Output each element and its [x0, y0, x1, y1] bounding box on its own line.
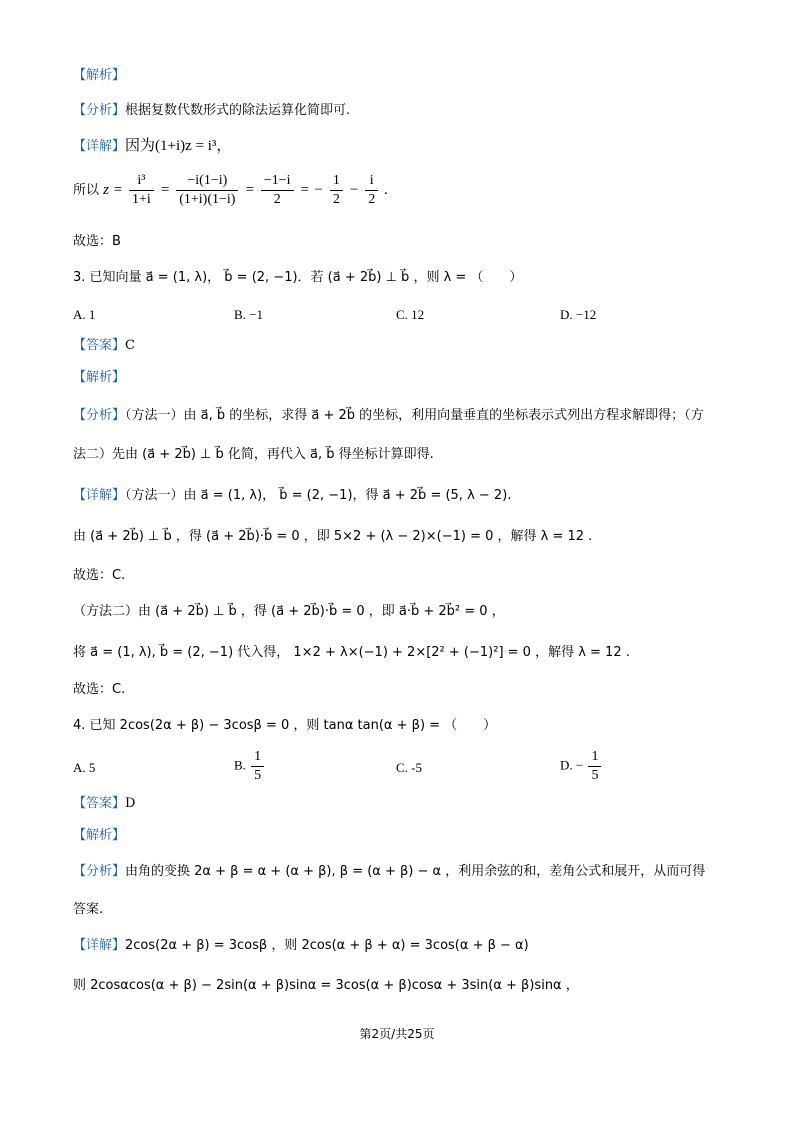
fraction: $\frac{1}{2}$ — [330, 172, 343, 209]
q3-choice2: 故选：C. — [73, 682, 126, 697]
fraction: $\frac{\text{i³}}{1+i}$ — [129, 172, 154, 209]
q3-answer-value: C — [125, 338, 135, 353]
q4-option-b: B. $\frac{1}{5}$ — [234, 748, 266, 785]
q3-fenxi-line2: 法二）先由 (a⃗ + 2b⃗) ⊥ b⃗ 化简，再代入 a⃗, b⃗ 得坐标计算即得. — [73, 447, 434, 462]
q3-detail: 【详解】（方法一）由 a⃗ = (1, λ)， b⃗ = (2, −1)，得 a⃗ + 2b⃗ = (5, λ − 2). — [73, 488, 512, 503]
q4-answer-value: D — [125, 796, 136, 811]
q3-analysis-tag: 【解析】 — [73, 370, 126, 385]
q2-choice: 故选：B — [73, 234, 121, 249]
q4-stem: 4. 已知 2cos(2α + β) − 3cosβ = 0 ，则 tanα tan(α + β) = （ ） — [73, 718, 497, 733]
q3-method2-line1: （方法二）由 (a⃗ + 2b⃗) ⊥ b⃗ ，得 (a⃗ + 2b⃗)·b⃗ = 0 ，即 a⃗·b⃗ + 2b⃗² = 0 ， — [73, 604, 505, 619]
q2-fenxi: 【分析】根据复数代数形式的除法运算化简即可. — [73, 103, 351, 118]
q3-stem: 3. 已知向量 a⃗ = (1, λ)， b⃗ = (2, −1)．若 (a⃗ + 2b⃗) ⊥ b⃗ ，则 λ = （ ） — [73, 270, 523, 285]
q4-option-c: C. -5 — [396, 760, 422, 775]
q2-fenxi-text: 根据复数代数形式的除法运算化简即可. — [125, 103, 351, 118]
q3-detail-line2: 由 (a⃗ + 2b⃗) ⊥ b⃗ ，得 (a⃗ + 2b⃗)·b⃗ = 0 ，即 5×2 + (λ − 2)×(−1) = 0 ，解得 λ = 12 . — [73, 529, 593, 544]
q4-answer: 【答案】D — [73, 796, 136, 811]
fraction: $\frac{-1-i}{2}$ — [261, 172, 294, 209]
q3-fenxi: 【分析】（方法一）由 a⃗, b⃗ 的坐标，求得 a⃗ + 2b⃗ 的坐标，利用向量垂直的坐标表示式列出方程求解即得；（方 — [73, 408, 704, 423]
q3-choice1: 故选：C. — [73, 568, 126, 583]
q4-option-d: D. − $\frac{1}{5}$ — [560, 748, 603, 785]
page-footer: 第2页/共25页 — [359, 1027, 435, 1041]
q3-option-c: C. 12 — [396, 307, 425, 322]
fraction: $\frac{1}{5}$ — [251, 748, 264, 785]
q3-option-d: D. −12 — [560, 307, 597, 322]
analysis-tag: 【解析】 — [73, 68, 126, 83]
q3-method2-line2: 将 a⃗ = (1, λ), b⃗ = (2, −1) 代入得， 1×2 + λ×(−1) + 2×[2² + (−1)²] = 0 ，解得 λ = 12 . — [73, 645, 630, 660]
fraction: $\frac{i}{2}$ — [365, 172, 378, 209]
q4-fenxi: 【分析】由角的变换 2α + β = α + (α + β), β = (α + β) − α ，利用余弦的和，差角公式和展开，从而可得 — [73, 864, 706, 879]
q4-detail: 【详解】2cos(2α + β) = 3cosβ ，则 2cos(α + β + α) = 3cos(α + β − α) — [73, 938, 529, 953]
q3-option-b: B. −1 — [234, 307, 264, 322]
q4-detail-line2: 则 2cosαcos(α + β) − 2sin(α + β)sinα = 3cos(α + β)cosα + 3sin(α + β)sinα ， — [73, 978, 579, 993]
fraction: $\frac{1}{5}$ — [588, 748, 601, 785]
q3-option-a: A. 1 — [73, 307, 96, 322]
q4-option-a: A. 5 — [73, 760, 96, 775]
q4-analysis-tag: 【解析】 — [73, 828, 126, 843]
q2-detail-text: 因为(1+i)z = i³， — [125, 138, 232, 154]
fraction: $\frac{-i(1-i)}{(1+i)(1-i)}$ — [176, 172, 238, 209]
q3-answer: 【答案】C — [73, 338, 135, 353]
q2-solution: 所以 z = $\frac{\text{i³}}{1+i}$ = $\frac{-i(1-i)}{(1+i)(1-i)}$ = $\frac{-1-i}{2}$ = − $\frac{1}{2}$ − $\frac{i}{2}$ . — [73, 173, 389, 207]
q2-detail: 【详解】因为(1+i)z = i³， — [73, 138, 232, 154]
q4-fenxi-line2: 答案. — [73, 902, 104, 917]
